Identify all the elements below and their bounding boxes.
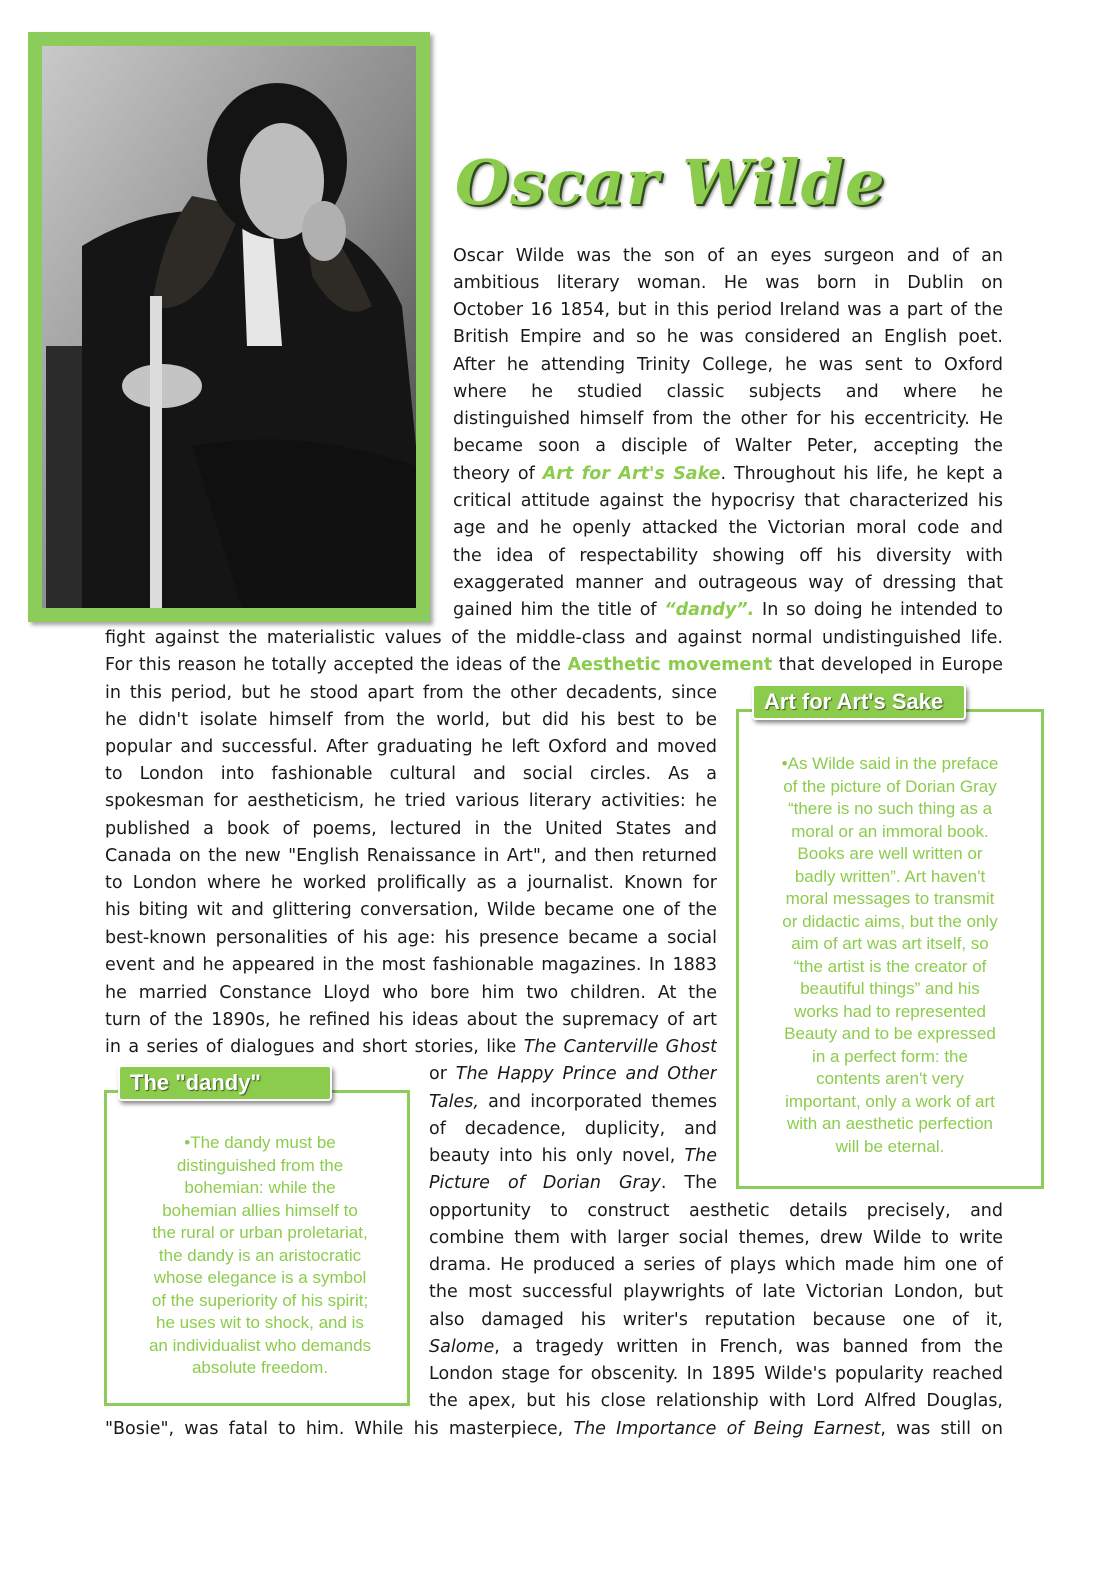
text-run: For this reason he totally accepted the ideas of the — [105, 655, 568, 675]
text-run: , was still on — [880, 1419, 1003, 1439]
aesthetic-movement-highlight: Aesthetic movement — [567, 655, 773, 675]
text-run: that developed in Europe — [772, 655, 1003, 675]
art-box-line: in a perfect form: the — [812, 1046, 968, 1066]
art-box-line: works had to represented — [794, 1001, 986, 1021]
art-box-line: of the picture of Dorian Gray — [783, 776, 997, 796]
text-run: beauty into his only novel, — [429, 1146, 685, 1166]
salome-title: Salome — [429, 1337, 495, 1357]
body-line — [453, 597, 1003, 624]
body-line: he didn't isolate himself from the world, but did his best to be — [105, 710, 717, 730]
happy-prince-title: Tales, — [429, 1092, 479, 1112]
body-line — [429, 1334, 1003, 1361]
dandy-box-line: bohemian: while the — [184, 1178, 336, 1197]
body-line: spokesman for aestheticism, he tried various literary activities: he — [105, 791, 717, 811]
page-title: Oscar Wilde — [455, 146, 886, 219]
body-line: ambitious literary woman. He was born in Dublin on — [453, 273, 1003, 293]
body-line: best-known personalities of his age: his presence became a social — [105, 928, 717, 948]
art-box-text — [742, 753, 1038, 1158]
body-line: Canada on the new "English Renaissance in Art", and then returned — [105, 846, 717, 866]
art-box-heading: Art for Art's Sake — [752, 684, 966, 720]
body-line: also damaged his writer's reputation because one of it, — [429, 1310, 1003, 1330]
dandy-box-line: whose elegance is a symbol — [153, 1268, 367, 1287]
text-run: theory of — [453, 464, 543, 484]
body-line: his biting wit and glittering conversation, Wilde became one of the — [105, 900, 717, 920]
body-line: event and he appeared in the most fashionable magazines. In 1883 — [105, 955, 717, 975]
body-line: critical attitude against the hypocrisy that characterized his — [453, 491, 1003, 511]
body-line: British Empire and so he was considered an English poet. — [453, 327, 1003, 347]
body-line: age and he openly attacked the Victorian moral code and — [453, 518, 1003, 538]
body-line — [105, 652, 1003, 679]
text-run: and incorporated themes — [478, 1092, 717, 1112]
art-box-line: will be eternal. — [835, 1136, 945, 1156]
art-box-line: beautiful things” and his — [800, 979, 980, 998]
text-run: . The — [660, 1173, 717, 1193]
body-line: the apex, but his close relationship with Lord Alfred Douglas, — [429, 1391, 1003, 1411]
art-box-line: or didactic aims, but the only — [782, 911, 998, 931]
body-line: in this period, but he stood apart from the other decadents, since — [105, 683, 717, 703]
body-line: exaggerated manner and outrageous way of dressing that — [453, 573, 1003, 593]
art-box-line: badly written”. Art haven't — [794, 866, 986, 886]
art-box-line: moral or an immoral book. — [791, 821, 989, 841]
body-line — [429, 1089, 717, 1116]
dandy-box-line: •The dandy must be — [184, 1133, 336, 1152]
art-box-line: Books are well written or — [797, 844, 983, 863]
dandy-box-line: the rural or urban proletariat, — [152, 1223, 368, 1242]
dandy-box-heading: The "dandy" — [118, 1065, 332, 1101]
art-box-line: aim of art was art itself, so — [791, 934, 989, 953]
dandy-box-line: bohemian allies himself to — [162, 1200, 358, 1220]
text-run: in a series of dialogues and short stories, like — [105, 1037, 524, 1057]
body-line: October 16 1854, but in this period Ireland was a part of the — [453, 300, 1003, 320]
text-run: , a tragedy written in French, was banned from the — [494, 1337, 1003, 1357]
body-line: After he attending Trinity College, he was sent to Oxford — [453, 355, 1003, 375]
body-line: fight against the materialistic values of the middle-class and against normal undistinguished life. — [105, 628, 1003, 648]
body-line: combine them with larger social themes, drew Wilde to write — [429, 1228, 1003, 1248]
body-line: drama. He produced a series of plays which made him one of — [429, 1255, 1003, 1275]
body-line: turn of the 1890s, he refined his ideas about the supremacy of art — [105, 1010, 717, 1030]
dorian-gray-title: Picture of Dorian Gray — [429, 1173, 661, 1193]
body-line: distinguished himself from the other for his eccentricity. He — [453, 409, 1003, 429]
art-box-line: with an aesthetic perfection — [786, 1114, 993, 1133]
dandy-box-line: distinguished from the — [176, 1155, 344, 1175]
body-line: opportunity to construct aesthetic details precisely, and — [429, 1201, 1003, 1221]
body-line: the most successful playwrights of late Victorian London, but — [429, 1282, 1003, 1302]
text-run: . Throughout his life, he kept a — [720, 464, 1003, 484]
dandy-highlight: “dandy”. — [664, 600, 755, 620]
body-line — [105, 1034, 717, 1061]
importance-earnest-title: The Importance of Being Earnest — [573, 1419, 881, 1439]
art-box-line: important, only a work of art — [785, 1091, 995, 1111]
text-run: or — [429, 1064, 456, 1084]
art-box-line: contents aren't very — [816, 1069, 964, 1088]
dandy-box-line: an individualist who demands — [148, 1335, 372, 1355]
body-line: to London where he worked prolifically as a journalist. Known for — [105, 873, 717, 893]
text-run: In so doing he intended to — [754, 600, 1003, 620]
body-line: the idea of respectability showing off his diversity with — [453, 546, 1003, 566]
happy-prince-title: The Happy Prince and Other — [455, 1064, 717, 1084]
art-box-line: •As Wilde said in the preface — [781, 754, 999, 773]
body-line — [429, 1143, 717, 1170]
dorian-gray-title: The — [684, 1146, 717, 1166]
body-line: Oscar Wilde was the son of an eyes surgeon and of an — [453, 246, 1003, 266]
body-line — [105, 1416, 1003, 1443]
body-line: of decadence, duplicity, and — [429, 1119, 717, 1139]
art-box-line: moral messages to transmit — [785, 889, 995, 908]
text-run: gained him the title of — [453, 600, 665, 620]
body-line — [429, 1061, 717, 1088]
art-box-line: “there is no such thing as a — [787, 799, 993, 818]
art-for-arts-sake-highlight: Art for Art's Sake — [542, 464, 721, 484]
canterville-ghost-title: The Canterville Ghost — [523, 1037, 717, 1057]
body-line — [453, 461, 1003, 488]
art-box-line: Beauty and to be expressed — [784, 1024, 996, 1043]
portrait-frame — [28, 32, 430, 622]
body-line: London stage for obscenity. In 1895 Wilde's popularity reached — [429, 1364, 1003, 1384]
portrait-photo — [42, 46, 416, 608]
body-line: published a book of poems, lectured in the United States and — [105, 819, 717, 839]
text-run: "Bosie", was fatal to him. While his masterpiece, — [105, 1419, 574, 1439]
body-line: he married Constance Lloyd who bore him two children. At the — [105, 983, 717, 1003]
body-line: became soon a disciple of Walter Peter, accepting the — [453, 436, 1003, 456]
dandy-box-line: he uses wit to shock, and is — [156, 1313, 364, 1332]
art-box-line: “the artist is the creator of — [793, 956, 987, 976]
dandy-box-line: the dandy is an aristocratic — [158, 1245, 362, 1265]
dandy-box-text — [110, 1132, 410, 1380]
dandy-box-line: of the superiority of his spirit; — [151, 1290, 369, 1310]
body-line — [429, 1170, 717, 1197]
body-line: to London into fashionable cultural and social circles. As a — [105, 764, 717, 784]
portrait-illustration — [42, 46, 416, 608]
body-line: where he studied classic subjects and where he — [453, 382, 1003, 402]
dandy-box-line: absolute freedom. — [191, 1358, 329, 1377]
body-line: popular and successful. After graduating he left Oxford and moved — [105, 737, 717, 757]
